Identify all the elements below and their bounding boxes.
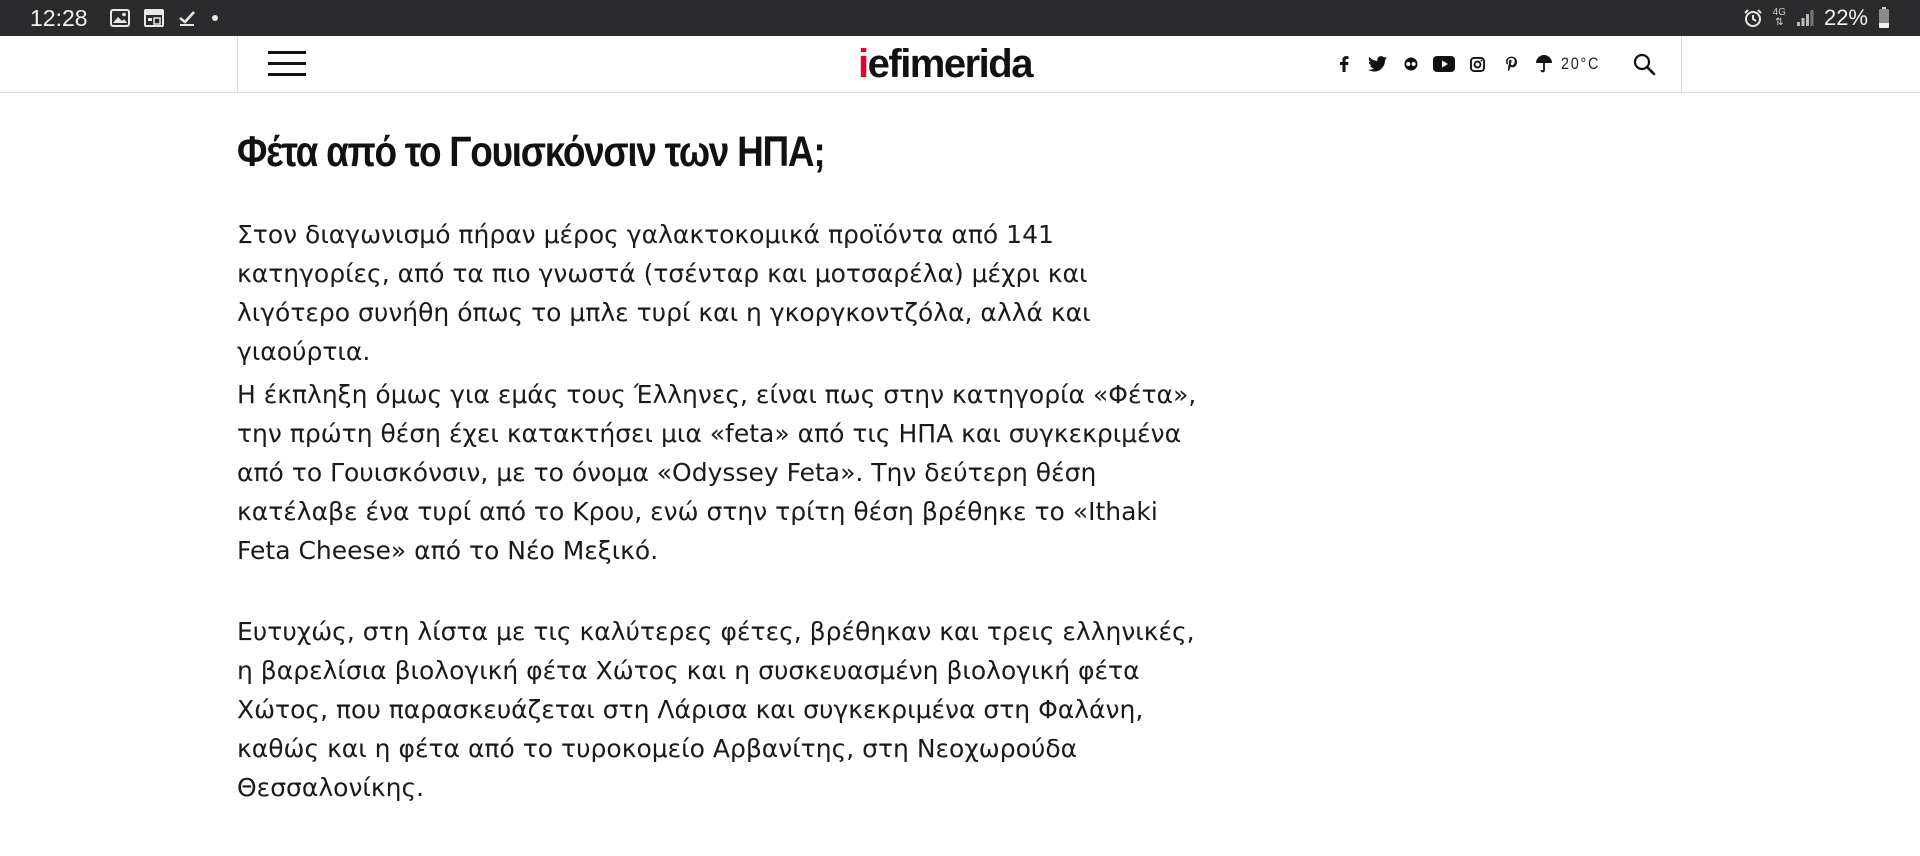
calendar-icon bbox=[144, 9, 164, 27]
battery-icon bbox=[1878, 7, 1890, 29]
dot-icon bbox=[210, 13, 220, 23]
youtube-icon[interactable] bbox=[1428, 36, 1462, 92]
twitter-icon[interactable] bbox=[1361, 36, 1395, 92]
article-paragraph-3: Ευτυχώς, στη λίστα με τις καλύτερες φέτες, βρέθηκαν και τρεις ελληνικές, η βαρελίσια βιολογική φέτα Χώτος και η συσκευασμένη βιολογική φέτα Χώτος, που παρασκευάζεται στη Λάρισα και συγκεκριμένα στη Φαλάνη, καθώς και η φέτα από το τυροκομείο Αρβανίτης, στη Νεοχωρούδα Θεσσαλονίκης. bbox=[237, 617, 1195, 802]
status-bar-left bbox=[30, 0, 220, 36]
header-divider bbox=[0, 92, 1920, 93]
status-bar-right bbox=[1743, 0, 1890, 36]
status-time: 12:28 bbox=[30, 4, 88, 31]
flickr-icon[interactable] bbox=[1394, 36, 1428, 92]
site-header bbox=[237, 36, 1682, 92]
network-type-label: 4G bbox=[1772, 7, 1786, 18]
hamburger-menu-icon[interactable] bbox=[268, 51, 306, 77]
pinterest-icon[interactable] bbox=[1495, 36, 1529, 92]
article-subheading: Φέτα από το Γουισκόνσιν των ΗΠΑ; bbox=[237, 128, 825, 176]
umbrella-icon bbox=[1535, 54, 1553, 74]
weather-temperature: 20°C bbox=[1561, 54, 1601, 73]
social-links bbox=[1327, 36, 1528, 92]
logo-accent: i bbox=[858, 42, 868, 86]
search-icon[interactable] bbox=[1632, 52, 1656, 76]
article-paragraph-1: Στον διαγωνισμό πήραν μέρος γαλακτοκομικά προϊόντα από 141 κατηγορίες, από τα πιο γνωστά (τσένταρ και μοτσαρέλα) μέχρι και λιγότερο συνήθη όπως το μπλε τυρί και η γκοργκοντζόλα, αλλά και γιαούρτια. bbox=[237, 220, 1091, 366]
logo-text: efimerida bbox=[867, 42, 1032, 86]
alarm-icon bbox=[1743, 8, 1763, 28]
article-body bbox=[237, 118, 1217, 802]
image-icon bbox=[110, 9, 130, 27]
signal-icon bbox=[1796, 9, 1814, 27]
facebook-icon[interactable] bbox=[1327, 36, 1361, 92]
status-bar bbox=[0, 0, 1920, 36]
site-logo[interactable] bbox=[858, 38, 1032, 90]
network-4g-icon: 4G ⇅ bbox=[1772, 7, 1786, 28]
battery-percent: 22% bbox=[1823, 5, 1868, 30]
checkmark-icon bbox=[178, 9, 196, 27]
weather-widget[interactable] bbox=[1535, 36, 1607, 92]
article-paragraph-2: Η έκπληξη όμως για εμάς τους Έλληνες, είναι πως στην κατηγορία «Φέτα», την πρώτη θέση έχει κατακτήσει μια «feta» από τις ΗΠΑ και συγκεκριμένα από το Γουισκόνσιν, με το όνομα «Odyssey Feta». Την δεύτερη θέση κατέλαβε ένα τυρί από το Κρου, ενώ στην τρίτη θέση βρέθηκε το «Ithaki Feta Cheese» από το Νέο Μεξικό. bbox=[237, 380, 1197, 565]
instagram-icon[interactable] bbox=[1461, 36, 1495, 92]
